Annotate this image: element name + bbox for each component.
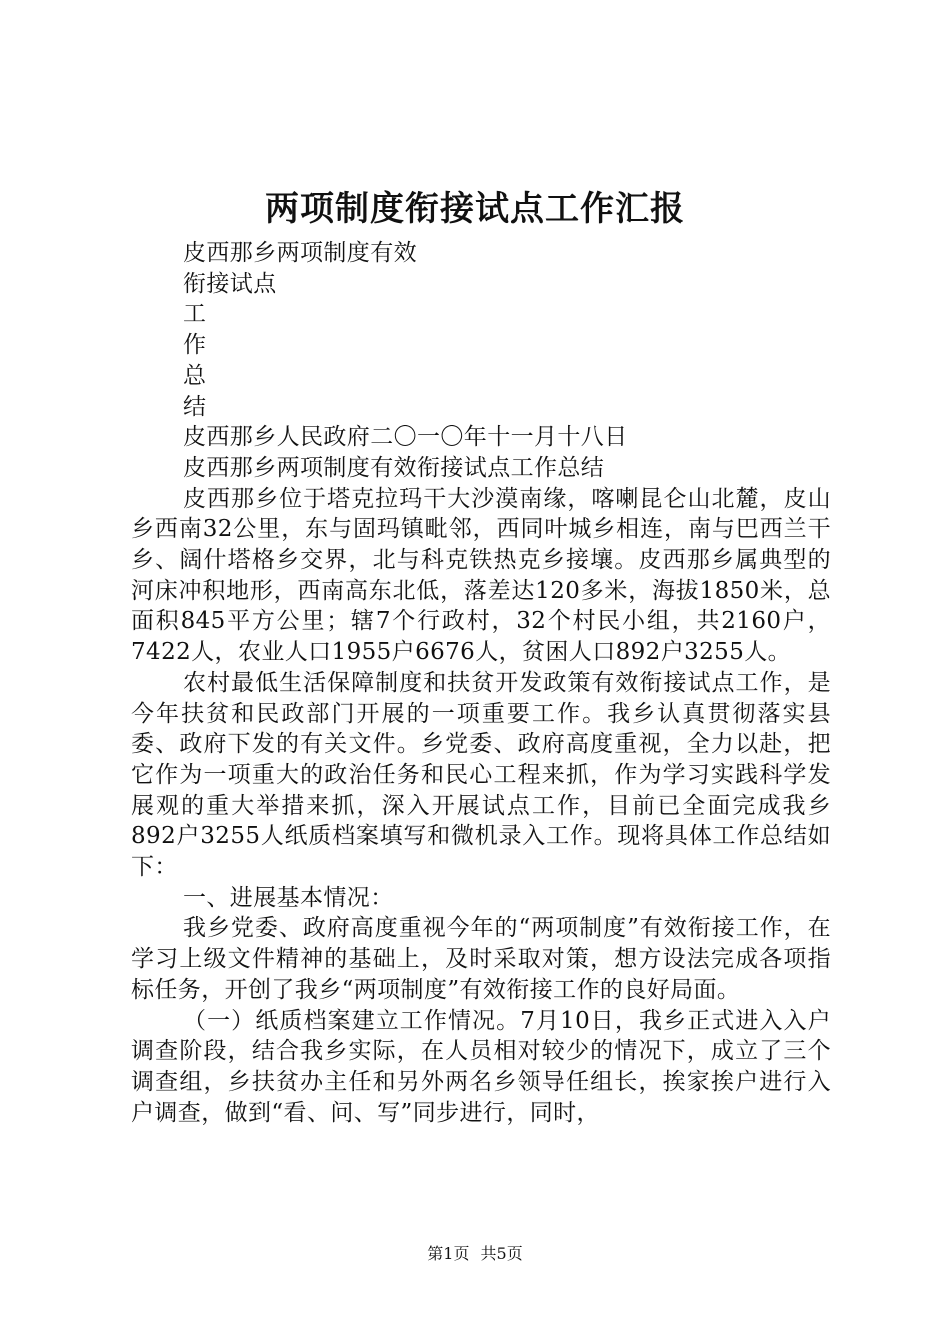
paragraph-introduction: 农村最低生活保障制度和扶贫开发政策有效衔接试点工作，是今年扶贫和民政部门开展的一项重要工作。我乡认真贯彻落实县委、政府下发的有关文件。乡党委、政府高度重视，全力以赴，把它作为一项重大的政治任务和民心工程来抓，作为学习实践科学发展观的重大举措来抓，深入开展试点工作，目前已全面完成我乡892户3255人纸质档案填写和微机录入工作。现将具体工作总结如下： (131, 669, 831, 881)
document-body (131, 238, 831, 1128)
page-footer (0, 1243, 950, 1265)
page-number: 第1页 (427, 1244, 470, 1263)
report-subtitle: 皮西那乡两项制度有效衔接试点工作总结 (183, 454, 605, 481)
cover-line: 工 (183, 301, 207, 328)
paragraph-archive-work: （一）纸质档案建立工作情况。7月10日，我乡正式进入入户调查阶段，结合我乡实际，在人员相对较少的情况下，成立了三个调查组，乡扶贫办主任和另外两名乡领导任组长，挨家挨户进行入户调查，做到“看、问、写”同步进行，同时， (131, 1007, 831, 1126)
cover-line: 总 (183, 362, 207, 389)
document-title: 两项制度衔接试点工作汇报 (265, 189, 685, 229)
cover-line: 皮西那乡两项制度有效 (183, 240, 417, 266)
cover-line: 作 (183, 332, 207, 359)
paragraph-progress: 我乡党委、政府高度重视今年的“两项制度”有效衔接工作，在学习上级文件精神的基础上，及时采取对策，想方设法完成各项指标任务，开创了我乡“两项制度”有效衔接工作的良好局面。 (131, 915, 831, 1003)
section-heading: 一、进展基本情况： (183, 884, 394, 911)
cover-line: 结 (183, 393, 207, 420)
issuer-date-line: 皮西那乡人民政府二〇一〇年十一月十八日 (183, 424, 628, 451)
cover-line: 衔接试点 (183, 270, 277, 297)
paragraph-overview: 皮西那乡位于塔克拉玛干大沙漠南缘，喀喇昆仑山北麓，皮山乡西南32公里，东与固玛镇毗邻，西同叶城乡相连，南与巴西兰干乡、阔什塔格乡交界，北与科克铁热克乡接壤。皮西那乡属典型的河床冲积地形，西南高东北低，落差达120多米，海拔1850米，总面积845平方公里；辖7个行政村，32个村民小组，共2160户，7422人，农业人口1955户6676人，贫困人口892户3255人。 (131, 485, 831, 666)
page-total: 共5页 (480, 1244, 523, 1263)
